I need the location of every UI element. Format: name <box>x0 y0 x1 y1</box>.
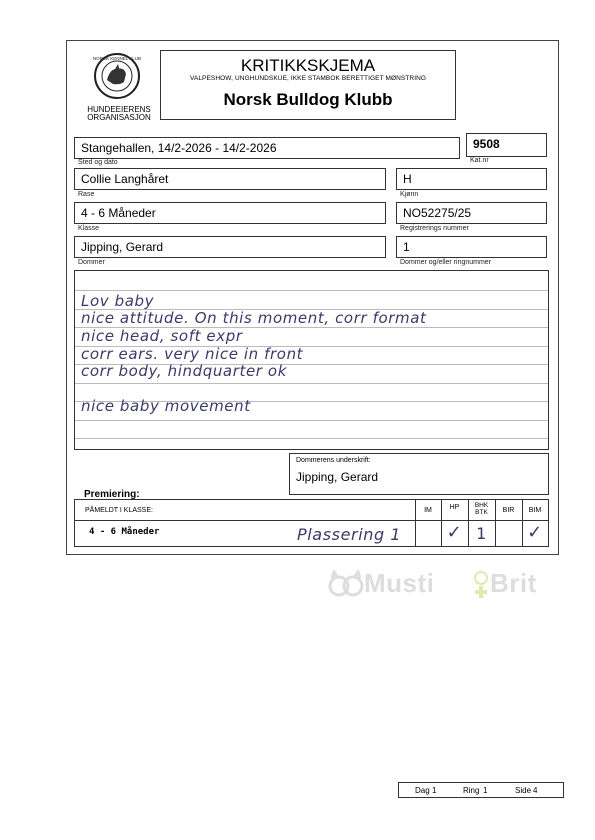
page-value: 4 <box>533 786 538 795</box>
footer-box <box>398 782 564 798</box>
page-label: Side <box>515 786 532 795</box>
judge-field: Jipping, Gerard <box>74 236 386 258</box>
brit-brand: Brit <box>490 568 537 598</box>
breed-label: Rase <box>78 191 95 198</box>
mark-bhk-btk: 1 <box>476 524 487 543</box>
day-value: 1 <box>432 786 437 795</box>
org-line-1: HUNDEEIERENS <box>87 105 151 114</box>
breed-field: Collie Langhåret <box>74 168 386 190</box>
musti-brand: Musti <box>364 568 435 598</box>
mark-hp: ✓ <box>446 522 463 543</box>
critique-line: Lov baby <box>81 292 155 310</box>
form-title: KRITIKKSKJEMA <box>240 56 376 75</box>
logo-text: NORSK KENNEL KLUB <box>92 56 142 61</box>
ring-value: 1 <box>483 786 488 795</box>
sex-field: H <box>396 168 547 190</box>
premiering-table <box>74 499 549 547</box>
column-bhk-btk: BHK BTK <box>474 502 489 516</box>
organization-label <box>82 106 156 122</box>
title-box <box>160 50 456 120</box>
ring-number-label: Dommer og/eller ringnummer <box>400 259 492 266</box>
class-column-header: PÅMELDT I KLASSE: <box>85 507 153 514</box>
critique-line: nice baby movement <box>81 397 251 415</box>
catalog-number-field: 9508 <box>466 133 547 157</box>
registration-field: NO52275/25 <box>396 202 547 224</box>
brit-logo <box>470 570 492 605</box>
class-label: Klasse <box>78 225 100 232</box>
musti-logo <box>328 570 364 605</box>
brit-cross-icon <box>470 570 492 600</box>
column-bir: BIR <box>502 507 515 514</box>
registration-label: Registrerings nummer <box>400 225 469 232</box>
column-im: IM <box>424 507 432 514</box>
premiering-title: Premiering: <box>84 489 140 500</box>
critique-line: corr body, hindquarter ok <box>81 362 287 380</box>
club-name: Norsk Bulldog Klubb <box>223 90 393 109</box>
venue-date-label: Sted og dato <box>78 159 118 166</box>
placement-value: Plassering 1 <box>297 525 402 544</box>
catalog-number-label: Kat.nr <box>470 157 489 164</box>
venue-date-field: Stangehallen, 14/2-2026 - 14/2-2026 <box>74 137 460 159</box>
signature-value: Jipping, Gerard <box>296 470 379 484</box>
org-line-2: ORGANISASJON <box>87 113 151 122</box>
judge-label: Dommer <box>78 259 105 266</box>
signature-label: Dommerens underskrift: <box>296 457 371 464</box>
critique-line: nice head, soft expr <box>81 327 243 345</box>
class-field: 4 - 6 Måneder <box>74 202 386 224</box>
critique-area <box>74 270 549 450</box>
sex-label: Kjønn <box>400 191 419 198</box>
column-hp: HP <box>449 504 460 511</box>
mark-bim: ✓ <box>527 522 543 543</box>
ring-number-field: 1 <box>396 236 547 258</box>
pet-faces-icon <box>328 570 364 600</box>
class-value: 4 - 6 Måneder <box>89 527 160 537</box>
critique-line: corr ears. very nice in front <box>81 345 304 363</box>
critique-line: nice attitude. On this moment, corr format <box>81 309 427 327</box>
ring-label: Ring <box>463 786 480 795</box>
signature-box <box>289 453 549 495</box>
form-subtitle: VALPESHOW, UNGHUNDSKUE, IKKE STAMBOK BERETTIGET MØNSTRING <box>189 75 427 82</box>
day-label: Dag <box>415 786 430 795</box>
column-bim: BIM <box>528 507 542 514</box>
